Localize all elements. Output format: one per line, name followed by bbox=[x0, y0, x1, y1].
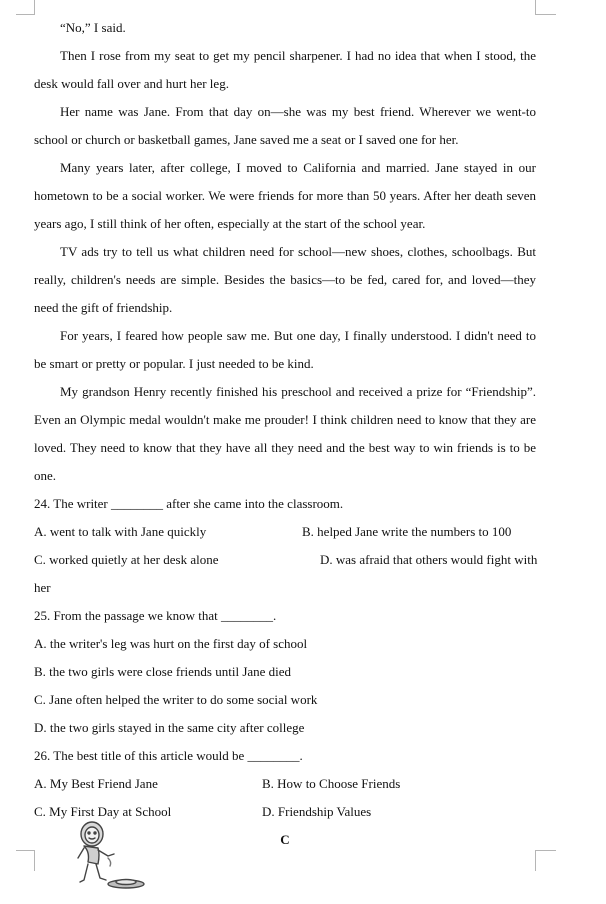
crop-mark-bottom-right bbox=[535, 850, 556, 871]
question-26-option-d: D. Friendship Values bbox=[262, 804, 372, 819]
passage-paragraph-5: TV ads try to tell us what children need for school—new shoes, clothes, schoolbags. But really, children's needs are simple. Besides the basics—to be fed, cared for, and loved—they need the gift of friendship. bbox=[34, 244, 536, 315]
crop-mark-bottom-left bbox=[16, 850, 35, 871]
question-24-options-row-2 bbox=[34, 546, 536, 574]
passage-paragraph-6: For years, I feared how people saw me. But one day, I finally understood. I didn't need to be smart or pretty or popular. I just needed to be kind. bbox=[34, 328, 536, 371]
question-25-option-a: A. the writer's leg was hurt on the first day of school bbox=[34, 636, 308, 651]
passage-paragraph-1: “No,” I said. bbox=[60, 20, 126, 35]
passage-paragraph-7: My grandson Henry recently finished his preschool and received a prize for “Friendship”. Even an Olympic medal wouldn't make me prouder! I think children need to know that they are loved. They need to know that they have all they need and the best way to win friends is to be one. bbox=[34, 384, 536, 483]
crop-mark-top-left bbox=[16, 0, 35, 15]
section-letter: C bbox=[280, 832, 290, 847]
question-26-option-b: B. How to Choose Friends bbox=[262, 776, 401, 791]
question-24-options-row-1 bbox=[34, 518, 536, 546]
question-25-option-c: C. Jane often helped the writer to do some social work bbox=[34, 692, 318, 707]
crop-mark-top-right bbox=[535, 0, 556, 15]
passage-paragraph-3: Her name was Jane. From that day on—she was my best friend. Wherever we went-to school or church or basketball games, Jane saved me a seat or I saved one for her. bbox=[34, 104, 536, 147]
cartoon-child-icon bbox=[70, 818, 150, 898]
question-24-option-c: C. worked quietly at her desk alone bbox=[34, 552, 219, 567]
passage-paragraph-4: Many years later, after college, I moved to California and married. Jane stayed in our hometown to be a social worker. We were friends for more than 50 years. After her death seven years ago, I still think of her often, especially at the start of the school year. bbox=[34, 160, 536, 231]
question-26-option-a: A. My Best Friend Jane bbox=[34, 776, 158, 791]
question-25-stem: 25. From the passage we know that ________. bbox=[34, 608, 277, 623]
question-24-option-b: B. helped Jane write the numbers to 100 bbox=[302, 524, 512, 539]
question-24-option-a: A. went to talk with Jane quickly bbox=[34, 524, 207, 539]
question-24-option-d: D. was afraid that others would fight with bbox=[320, 552, 538, 567]
question-25-option-d: D. the two girls stayed in the same city after college bbox=[34, 720, 305, 735]
question-26-stem: 26. The best title of this article would be ________. bbox=[34, 748, 303, 763]
passage-paragraph-2: Then I rose from my seat to get my pencil sharpener. I had no idea that when I stood, the desk would fall over and hurt her leg. bbox=[34, 48, 536, 91]
document-body bbox=[34, 14, 536, 854]
question-26-option-c: C. My First Day at School bbox=[34, 804, 172, 819]
question-24-stem: 24. The writer ________ after she came into the classroom. bbox=[34, 496, 344, 511]
question-25-option-b: B. the two girls were close friends until Jane died bbox=[34, 664, 292, 679]
question-24-option-d-continued: her bbox=[34, 580, 51, 595]
question-26-options-row-1 bbox=[34, 770, 536, 798]
